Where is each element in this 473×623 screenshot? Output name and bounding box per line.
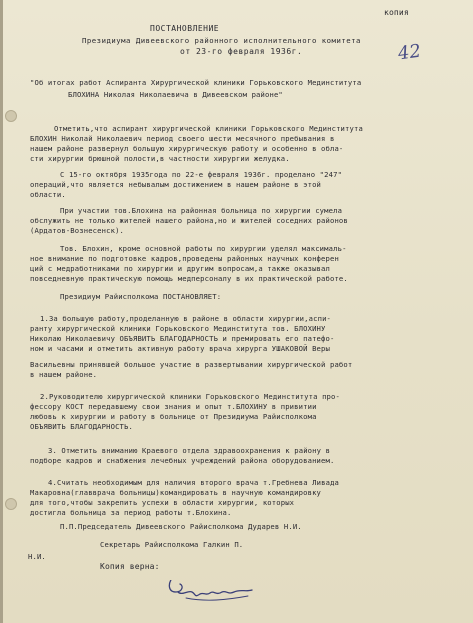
body-line: нашем районе развернул большую хирургическую работу и особенно в обла- [30, 144, 344, 153]
initials: Н.И. [28, 552, 46, 561]
subject-line: БЛОХИНА Николая Николаевича в Дивеевском районе" [68, 90, 283, 99]
body-line: ОБЪЯВИТЬ БЛАГОДАРНОСТЬ. [30, 422, 133, 431]
body-line: 4.Считать необходимым для наличия второго врача т.Гребнева Ливада [48, 478, 340, 487]
body-line: подборе кадров и снабжения лечебных учреждений района оборудованием. [30, 456, 335, 465]
signatory-secretary: Секретарь Райисполкома Галкин П. [100, 540, 244, 549]
document-date: от 23-го февраля 1936г. [180, 47, 303, 56]
document-title: ПОСТАНОВЛЕНИЕ [150, 24, 220, 33]
body-line: операций,что является небывалым достижением в нашем районе в этой [30, 180, 322, 189]
punch-hole [5, 498, 17, 510]
body-line: ранту хирургической клиники Горьковского Мединститута тов. БЛОХИНУ [30, 324, 326, 333]
body-line: достигла больница за период работы т.Блохина. [30, 508, 232, 517]
body-line: Васильевны принявшей большое участие в развертывании хирургической работ [30, 360, 353, 369]
subject-line: "Об итогах работ Аспиранта Хирургической клиники Горьковского Мединститута [30, 78, 362, 87]
body-line: обслужить не только жителей нашего района,но и жителей соседних районов [30, 216, 348, 225]
handwritten-signature [166, 580, 256, 616]
page-edge [0, 0, 3, 623]
body-line: Отметить,что аспирант хирургической клиники Горьковского Мединститута [54, 124, 363, 133]
body-line: 1.За большую работу,проделанную в районе в области хирургии,аспи- [40, 314, 332, 323]
body-line: ное внимание по подготовке кадров,проведены районных научных конферен [30, 254, 339, 263]
body-line: фессору КОСТ передавшему свои знания и опыт т.БЛОХИНУ в привитии [30, 402, 317, 411]
body-line: 3. Отметить вниманию Краевого отдела здравоохранения к району в [48, 446, 331, 455]
body-line: повседневную практическую помощь медперсоналу в их практической работе. [30, 274, 348, 283]
body-line: Николаю Николаевичу ОБЪЯВИТЬ БЛАГОДАРНОСТЬ и премировать его патефо- [30, 334, 335, 343]
body-line: для того,чтобы закрепить успехи в области хирургии, которых [30, 498, 295, 507]
body-line: любовь к хирургии и работу в больнице от Президиума Райисполкома [30, 412, 317, 421]
body-line: С 15-го октября 1935года по 22-е февраля 1936г. проделано "247" [60, 170, 343, 179]
body-line: (Ардатов-Вознесенск). [30, 226, 125, 235]
body-line: Президиум Райисполкома ПОСТАНОВЛЯЕТ: [60, 292, 222, 301]
body-line: сти хирургии брюшной полости,в частности хирургии желудка. [30, 154, 290, 163]
body-line: ций с медработниками по хирургии и другим вопросам,а также оказывал [30, 264, 330, 273]
true-copy-label: Копия верна: [100, 562, 160, 571]
body-line: области. [30, 190, 66, 199]
body-line: БЛОХИН Николай Николаевич период своего шести месячного пребывания в [30, 134, 335, 143]
body-line: Тов. Блохин, кроме основной работы по хирургии уделял максималь- [60, 244, 347, 253]
punch-hole [5, 110, 17, 122]
body-line: 2.Руководителю хирургической клиники Горьковского Мединститута про- [40, 392, 340, 401]
signatory-chairman: П.П.Председатель Дивеевского Райисполкома Дударев Н.И. [60, 522, 302, 531]
body-line: При участии тов.Блохина на районная больница по хирургии сумела [60, 206, 343, 215]
copy-mark: копия [384, 8, 409, 17]
body-line: в нашем районе. [30, 370, 98, 379]
body-line: ном и часами и отметить активную работу врача хирурга УШАКОВОЙ Веры [30, 344, 330, 353]
document-subtitle: Президиума Дивеевского районного исполнительного комитета [82, 36, 361, 45]
archive-number: 42 [396, 40, 423, 65]
body-line: Макаровна(главврача больницы)командировать в научную командировку [30, 488, 322, 497]
